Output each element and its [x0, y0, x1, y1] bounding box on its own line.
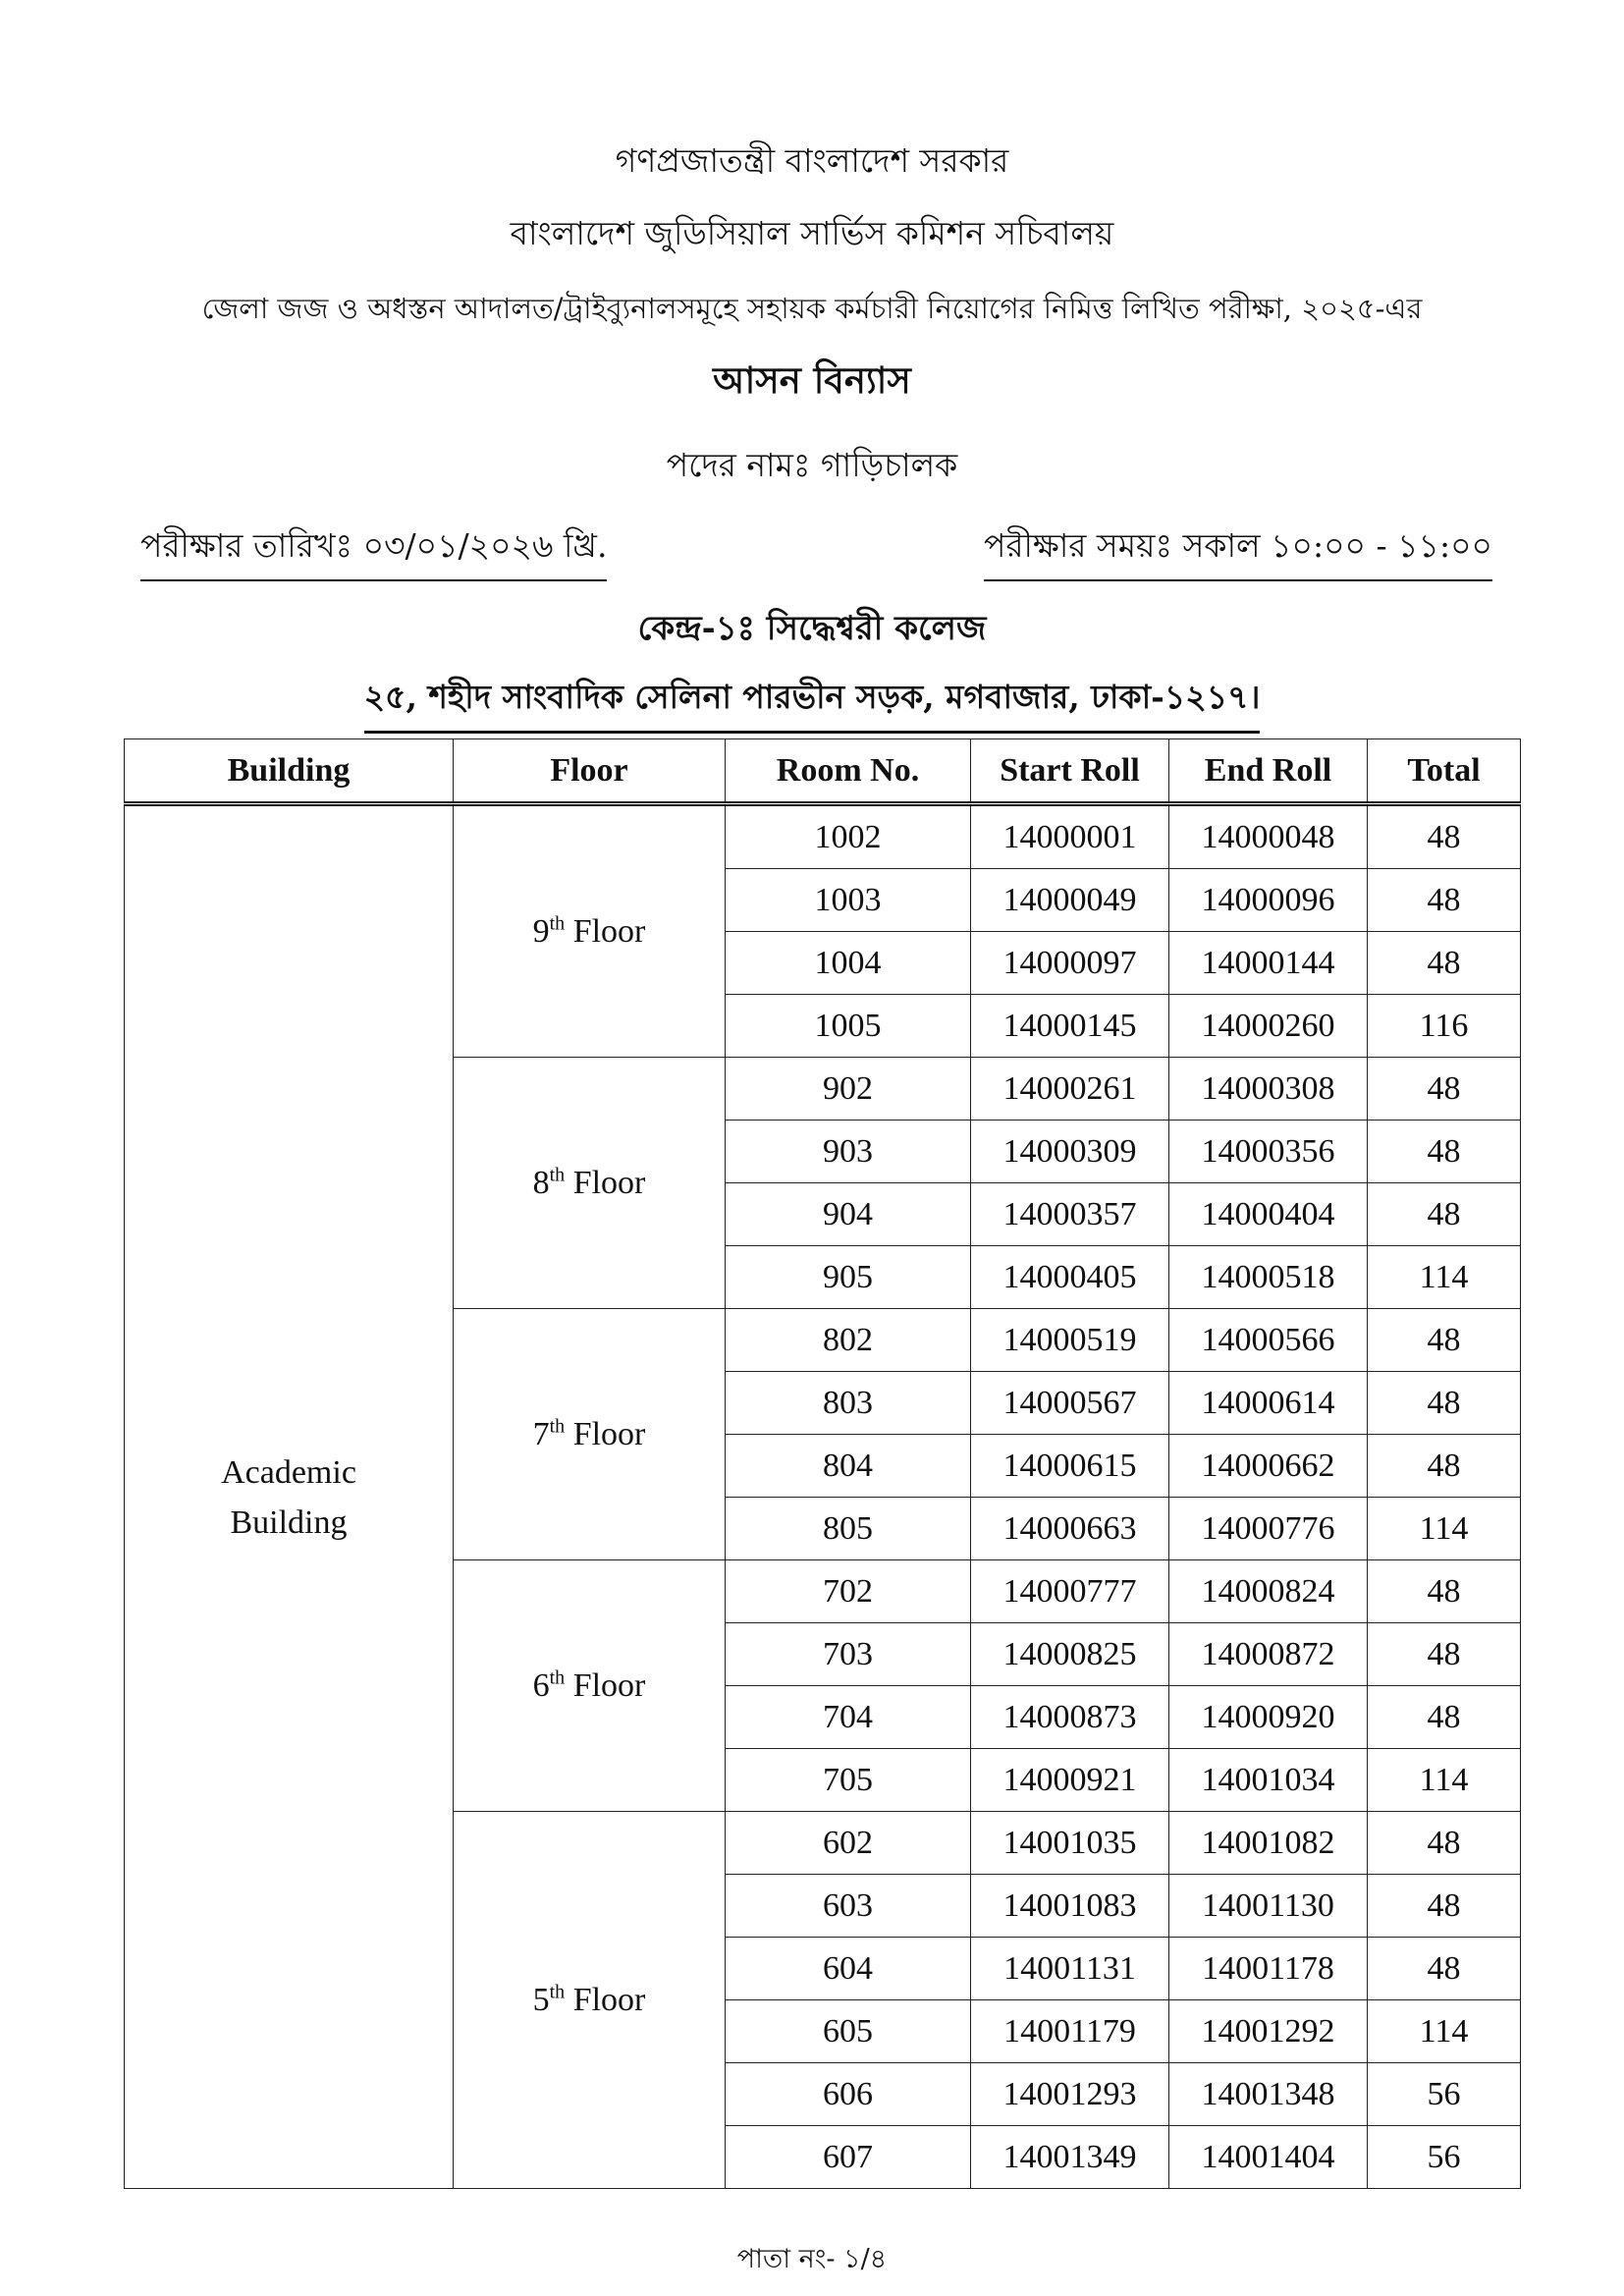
start-roll-cell: 14000777	[971, 1560, 1169, 1623]
floor-ordinal-suffix: th	[549, 1981, 566, 2003]
post-name: পদের নামঃ গাড়িচালক	[666, 446, 958, 484]
total-cell: 48	[1368, 1121, 1521, 1183]
total-cell: 48	[1368, 1058, 1521, 1121]
start-roll-cell: 14000001	[971, 804, 1169, 869]
room-number-cell: 606	[726, 2063, 971, 2126]
total-cell: 48	[1368, 869, 1521, 932]
end-roll-cell: 14001130	[1169, 1875, 1368, 1938]
start-roll-cell: 14000049	[971, 869, 1169, 932]
floor-number: 8	[532, 1164, 550, 1201]
start-roll-cell: 14001035	[971, 1812, 1169, 1875]
end-roll-cell: 14001178	[1169, 1938, 1368, 2000]
total-cell: 114	[1368, 1749, 1521, 1812]
start-roll-cell: 14000097	[971, 932, 1169, 995]
room-number-cell: 702	[726, 1560, 971, 1623]
room-number-cell: 904	[726, 1183, 971, 1246]
building-name-line1: Academic	[221, 1453, 356, 1491]
page-number: পাতা নং- ১/৪	[736, 2244, 888, 2274]
floor-cell	[454, 804, 726, 1058]
total-cell: 48	[1368, 1183, 1521, 1246]
total-cell: 48	[1368, 1812, 1521, 1875]
column-header-floor: Floor	[454, 739, 726, 804]
floor-ordinal-suffix: th	[549, 1415, 566, 1438]
center-address-wrapper	[0, 672, 1624, 734]
table-header-row	[125, 739, 1521, 804]
table-row	[125, 804, 1521, 869]
room-number-cell: 605	[726, 2000, 971, 2063]
column-header-total: Total	[1368, 739, 1521, 804]
govt-title: গণপ্রজাতন্ত্রী বাংলাদেশ সরকার	[615, 141, 1009, 180]
floor-word: Floor	[572, 912, 646, 950]
building-name-line2: Building	[230, 1503, 348, 1541]
total-cell: 48	[1368, 1875, 1521, 1938]
room-number-cell: 704	[726, 1686, 971, 1749]
start-roll-cell: 14000357	[971, 1183, 1169, 1246]
end-roll-cell: 14000048	[1169, 804, 1368, 869]
total-cell: 48	[1368, 1686, 1521, 1749]
room-number-cell: 603	[726, 1875, 971, 1938]
room-number-cell: 1002	[726, 804, 971, 869]
total-cell: 48	[1368, 1309, 1521, 1372]
total-cell: 48	[1368, 804, 1521, 869]
total-cell: 56	[1368, 2063, 1521, 2126]
total-cell: 48	[1368, 932, 1521, 995]
start-roll-cell: 14000309	[971, 1121, 1169, 1183]
start-roll-cell: 14001293	[971, 2063, 1169, 2126]
room-number-cell: 903	[726, 1121, 971, 1183]
total-cell: 48	[1368, 1435, 1521, 1498]
end-roll-cell: 14000518	[1169, 1246, 1368, 1309]
room-number-cell: 1003	[726, 869, 971, 932]
column-header-start-roll: Start Roll	[971, 739, 1169, 804]
floor-ordinal-suffix: th	[549, 1164, 566, 1186]
start-roll-cell: 14000921	[971, 1749, 1169, 1812]
total-cell: 116	[1368, 995, 1521, 1058]
end-roll-cell: 14000824	[1169, 1560, 1368, 1623]
floor-number: 9	[532, 912, 550, 950]
floor-cell	[454, 1058, 726, 1309]
end-roll-cell: 14000144	[1169, 932, 1368, 995]
center-address: ২৫, শহীদ সাংবাদিক সেলিনা পারভীন সড়ক, মগবাজার, ঢাকা-১২১৭।	[364, 672, 1261, 734]
end-roll-cell: 14001404	[1169, 2126, 1368, 2189]
start-roll-cell: 14001131	[971, 1938, 1169, 2000]
column-header-building: Building	[125, 739, 454, 804]
total-cell: 114	[1368, 1498, 1521, 1560]
room-number-cell: 805	[726, 1498, 971, 1560]
floor-ordinal-suffix: th	[549, 1667, 566, 1689]
end-roll-cell: 14000614	[1169, 1372, 1368, 1435]
total-cell: 114	[1368, 1246, 1521, 1309]
room-number-cell: 604	[726, 1938, 971, 2000]
floor-number: 7	[532, 1415, 550, 1452]
floor-word: Floor	[572, 1981, 646, 2018]
column-header-end-roll: End Roll	[1169, 739, 1368, 804]
start-roll-cell: 14001083	[971, 1875, 1169, 1938]
end-roll-cell: 14000872	[1169, 1623, 1368, 1686]
total-cell: 56	[1368, 2126, 1521, 2189]
room-number-cell: 804	[726, 1435, 971, 1498]
end-roll-cell: 14001034	[1169, 1749, 1368, 1812]
exam-date: পরীক্ষার তারিখঃ ০৩/০১/২০২৬ খ্রি.	[140, 520, 607, 581]
exam-time: পরীক্ষার সময়ঃ সকাল ১০:০০ - ১১:০০	[984, 520, 1492, 581]
start-roll-cell: 14000567	[971, 1372, 1169, 1435]
floor-number: 5	[532, 1981, 550, 2018]
start-roll-cell: 14000663	[971, 1498, 1169, 1560]
end-roll-cell: 14001348	[1169, 2063, 1368, 2126]
total-cell: 48	[1368, 1938, 1521, 2000]
room-number-cell: 602	[726, 1812, 971, 1875]
floor-word: Floor	[572, 1667, 646, 1704]
floor-word: Floor	[572, 1164, 646, 1201]
column-header-room: Room No.	[726, 739, 971, 804]
start-roll-cell: 14000261	[971, 1058, 1169, 1121]
end-roll-cell: 14000920	[1169, 1686, 1368, 1749]
room-number-cell: 1005	[726, 995, 971, 1058]
room-number-cell: 905	[726, 1246, 971, 1309]
end-roll-cell: 14001082	[1169, 1812, 1368, 1875]
start-roll-cell: 14000873	[971, 1686, 1169, 1749]
room-number-cell: 607	[726, 2126, 971, 2189]
table-body	[125, 804, 1521, 2189]
commission-title: বাংলাদেশ জুডিসিয়াল সার্ভিস কমিশন সচিবালয়	[510, 214, 1114, 252]
room-number-cell: 705	[726, 1749, 971, 1812]
end-roll-cell: 14000566	[1169, 1309, 1368, 1372]
total-cell: 48	[1368, 1560, 1521, 1623]
floor-cell	[454, 1812, 726, 2189]
start-roll-cell: 14000519	[971, 1309, 1169, 1372]
end-roll-cell: 14000308	[1169, 1058, 1368, 1121]
end-roll-cell: 14000776	[1169, 1498, 1368, 1560]
start-roll-cell: 14000825	[971, 1623, 1169, 1686]
end-roll-cell: 14000096	[1169, 869, 1368, 932]
floor-number: 6	[532, 1667, 550, 1704]
room-number-cell: 803	[726, 1372, 971, 1435]
end-roll-cell: 14000662	[1169, 1435, 1368, 1498]
start-roll-cell: 14000405	[971, 1246, 1169, 1309]
exam-description: জেলা জজ ও অধস্তন আদালত/ট্রাইব্যুনালসমূহে সহায়ক কর্মচারী নিয়োগের নিমিত্ত লিখিত পরীক্ষা, ২০২৫-এর	[201, 292, 1423, 325]
floor-cell	[454, 1560, 726, 1812]
end-roll-cell: 14001292	[1169, 2000, 1368, 2063]
floor-word: Floor	[572, 1415, 646, 1452]
start-roll-cell: 14001179	[971, 2000, 1169, 2063]
end-roll-cell: 14000356	[1169, 1121, 1368, 1183]
room-number-cell: 1004	[726, 932, 971, 995]
start-roll-cell: 14000145	[971, 995, 1169, 1058]
room-number-cell: 902	[726, 1058, 971, 1121]
total-cell: 48	[1368, 1372, 1521, 1435]
end-roll-cell: 14000260	[1169, 995, 1368, 1058]
room-number-cell: 802	[726, 1309, 971, 1372]
building-cell	[125, 804, 454, 2189]
end-roll-cell: 14000404	[1169, 1183, 1368, 1246]
floor-ordinal-suffix: th	[549, 912, 566, 935]
start-roll-cell: 14001349	[971, 2126, 1169, 2189]
start-roll-cell: 14000615	[971, 1435, 1169, 1498]
room-number-cell: 703	[726, 1623, 971, 1686]
floor-cell	[454, 1309, 726, 1560]
seat-plan-table	[124, 738, 1521, 2189]
total-cell: 48	[1368, 1623, 1521, 1686]
total-cell: 114	[1368, 2000, 1521, 2063]
document-title: আসন বিন্যাস	[713, 358, 911, 402]
exam-center: কেন্দ্র-১ঃ সিদ্ধেশ্বরী কলেজ	[637, 609, 987, 648]
